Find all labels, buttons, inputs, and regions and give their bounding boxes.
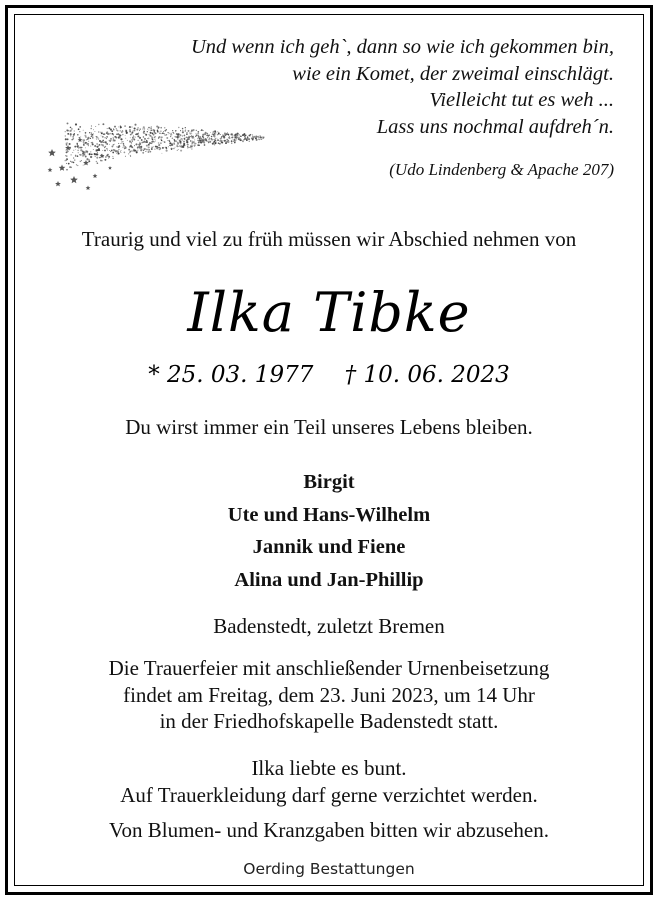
dress-note [0, 755, 658, 808]
mourners-list [0, 466, 658, 596]
poem-line: Vielleicht tut es weh ... [429, 89, 614, 111]
poem-line: Und wenn ich geh`, dann so wie ich gekommen bin, [190, 36, 614, 58]
service-info [0, 655, 658, 735]
motto: Du wirst immer ein Teil unseres Lebens bleiben. [125, 415, 533, 439]
mourner: Jannik und Fiene [252, 536, 406, 558]
poem-attribution: (Udo Lindenberg & Apache 207) [389, 160, 614, 179]
mourner: Ute und Hans-Wilhelm [227, 503, 431, 526]
place: Badenstedt, zuletzt Bremen [213, 614, 445, 638]
death-date: † 10. 06. 2023 [344, 362, 510, 388]
mourner: Alina und Jan-Phillip [234, 568, 424, 591]
intro-text: Traurig und viel zu früh müssen wir Abschied nehmen von [81, 227, 577, 251]
comet-icon [40, 108, 270, 193]
note-line: Ilka liebte es bunt. [251, 756, 407, 780]
flowers-note: Von Blumen- und Kranzgaben bitten wir abzusehen. [109, 818, 549, 842]
service-line: Die Trauerfeier mit anschließender Urnenbeisetzung [108, 656, 550, 680]
poem-line: wie ein Komet, der zweimal einschlägt. [292, 62, 614, 85]
mourner: Birgit [303, 471, 355, 493]
birth-date: * 25. 03. 1977 [148, 362, 314, 388]
service-line: findet am Freitag, dem 23. Juni 2023, um 14 Uhr [123, 682, 535, 707]
service-line: in der Friedhofskapelle Badenstedt statt. [159, 709, 499, 733]
life-dates [0, 362, 658, 388]
poem-line: Lass uns nochmal aufdreh´n. [376, 115, 614, 138]
note-line: Auf Trauerkleidung darf gerne verzichtet werden. [120, 782, 538, 807]
deceased-name: Ilka Tibke [187, 281, 471, 344]
funeral-home: Oerding Bestattungen [243, 860, 415, 878]
